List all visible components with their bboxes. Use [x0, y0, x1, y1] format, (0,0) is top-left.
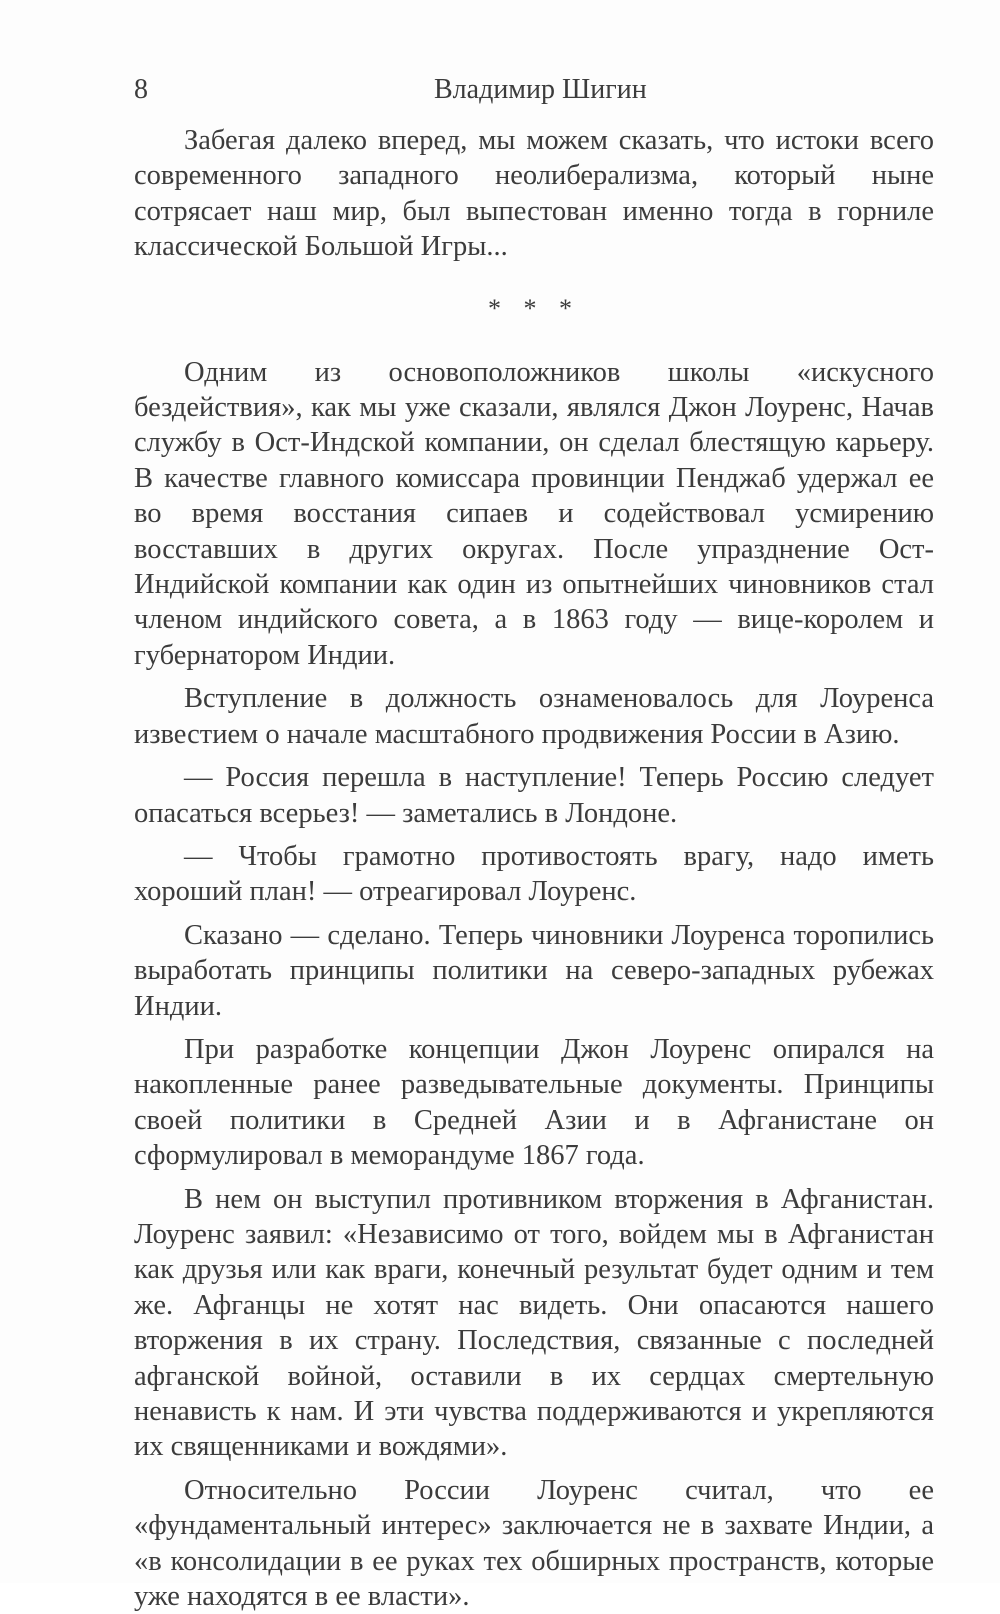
section-divider: * * * — [488, 293, 580, 323]
body-text — [134, 123, 934, 1614]
paragraph: Сказано — сделано. Теперь чиновники Лоуренса торопились выработать принципы политики на северо-западных рубежах Индии. — [134, 919, 934, 1022]
paragraph: — Россия перешла в наступление! Теперь Россию следует опасаться всерьез! — заметались в Лондоне. — [134, 762, 934, 829]
page-header — [134, 70, 934, 110]
paragraph: Одним из основоположников школы «искусного бездействия», как мы уже сказали, являлся Джон Лоуренс, Начав службу в Ост-Индской компании, он сделал блестящую карьеру. В качестве главного комиссара провинции Пенджаб удержал ее во время восстания сипаев и содействовал усмирению восставших в других округах. После упразднение Ост-Индийской компании как один из опытнейших чиновников стал членом индийского совета, а в 1863 году — вице-королем и губернатором Индии. — [134, 356, 934, 671]
running-title: Владимир Шигин — [434, 74, 647, 105]
paragraph: Забегая далеко вперед, мы можем сказать, что истоки всего современного западного неолиберализма, который ныне сотрясает наш мир, был выпестован именно тогда в горниле классической Большой Игры... — [134, 125, 934, 263]
page-number: 8 — [134, 74, 148, 105]
paragraph: Вступление в должность ознаменовалось для Лоуренса известием о начале масштабного продвижения России в Азию. — [134, 683, 934, 750]
paragraph: В нем он выступил противником вторжения в Афганистан. Лоуренс заявил: «Независимо от того, войдем мы в Афганистан как друзья или как враги, конечный результат будет одним и тем же. Афганцы не хотят нас видеть. Они опасаются нашего вторжения в их страну. Последствия, связанные с последней афганской войной, оставили в их сердцах смертельную ненависть к нам. И эти чувства поддерживаются и укрепляются их священниками и вождями». — [134, 1183, 934, 1463]
paragraph: Относительно России Лоуренс считал, что ее «фундаментальный интерес» заключается не в захвате Индии, а «в консолидации в ее руках тех обширных пространств, которые уже находятся в ее власти». — [134, 1474, 934, 1613]
paragraph: При разработке концепции Джон Лоуренс опирался на накопленные ранее разведывательные документы. Принципы своей политики в Средней Азии и в Афганистане он сформулировал в меморандуме 1867 года. — [134, 1033, 934, 1172]
paragraph: — Чтобы грамотно противостоять врагу, надо иметь хороший план! — отреагировал Лоуренс. — [134, 840, 934, 908]
